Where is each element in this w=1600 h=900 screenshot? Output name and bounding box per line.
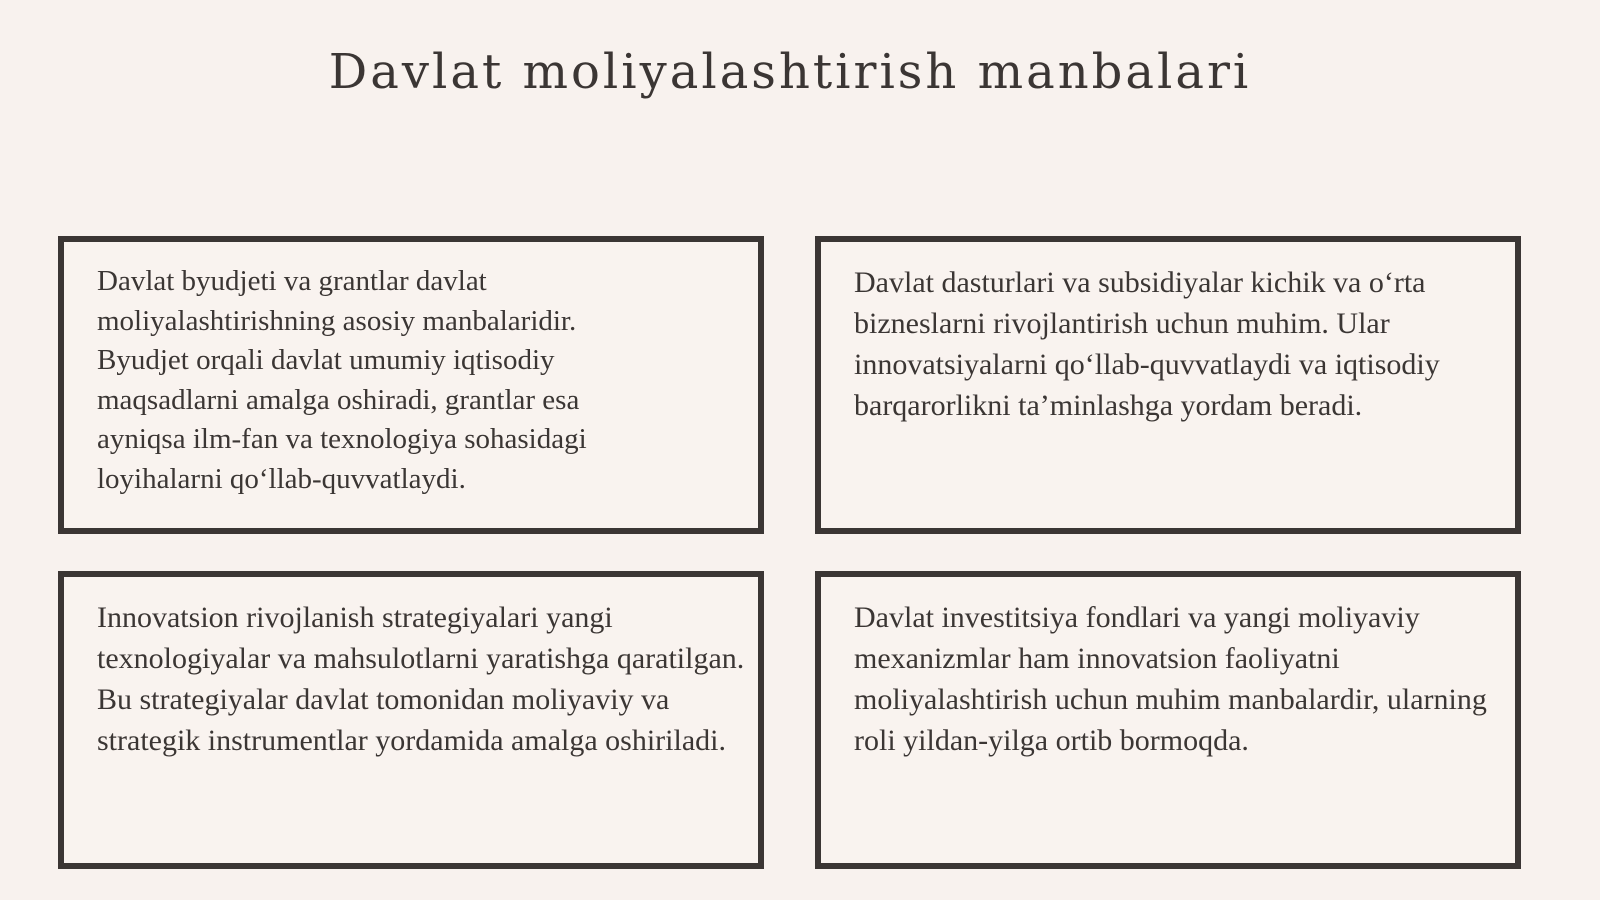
info-card-state-programs — [815, 236, 1521, 534]
info-card-investment-funds — [815, 571, 1521, 869]
card-text: Davlat byudjeti va grantlar davlat moliyalashtirishning asosiy manbalaridir. Byudjet orqali davlat umumiy iqtisodiy maqsadlarni amalga oshiradi, grantlar esa ayniqsa ilm-fan va texnologiya sohasidagi loyihalarni qo‘llab-quvvatlaydi. — [97, 265, 587, 495]
info-card-state-budget — [58, 236, 764, 534]
card-text: Innovatsion rivojlanish strategiyalari yangi texnologiyalar va mahsulotlarni yaratishga qaratilgan. Bu strategiyalar davlat tomonidan moliyaviy va strategik instrumentlar yordamida amalga oshiriladi. — [97, 601, 745, 757]
card-text: Davlat investitsiya fondlari va yangi moliyaviy mexanizmlar ham innovatsion faoliyatni moliyalashtirish uchun muhim manbalardir, ularning roli yildan-yilga ortib bormoqda. — [854, 601, 1487, 757]
card-text: Davlat dasturlari va subsidiyalar kichik va o‘rta bizneslarni rivojlantirish uchun muhim. Ular innovatsiyalarni qo‘llab-quvvatlaydi va iqtisodiy barqarorlikni ta’minlashga yordam beradi. — [854, 266, 1440, 422]
info-card-innovation-strategies — [58, 571, 764, 869]
slide-title: Davlat moliyalashtirish manbalari — [328, 44, 1252, 100]
